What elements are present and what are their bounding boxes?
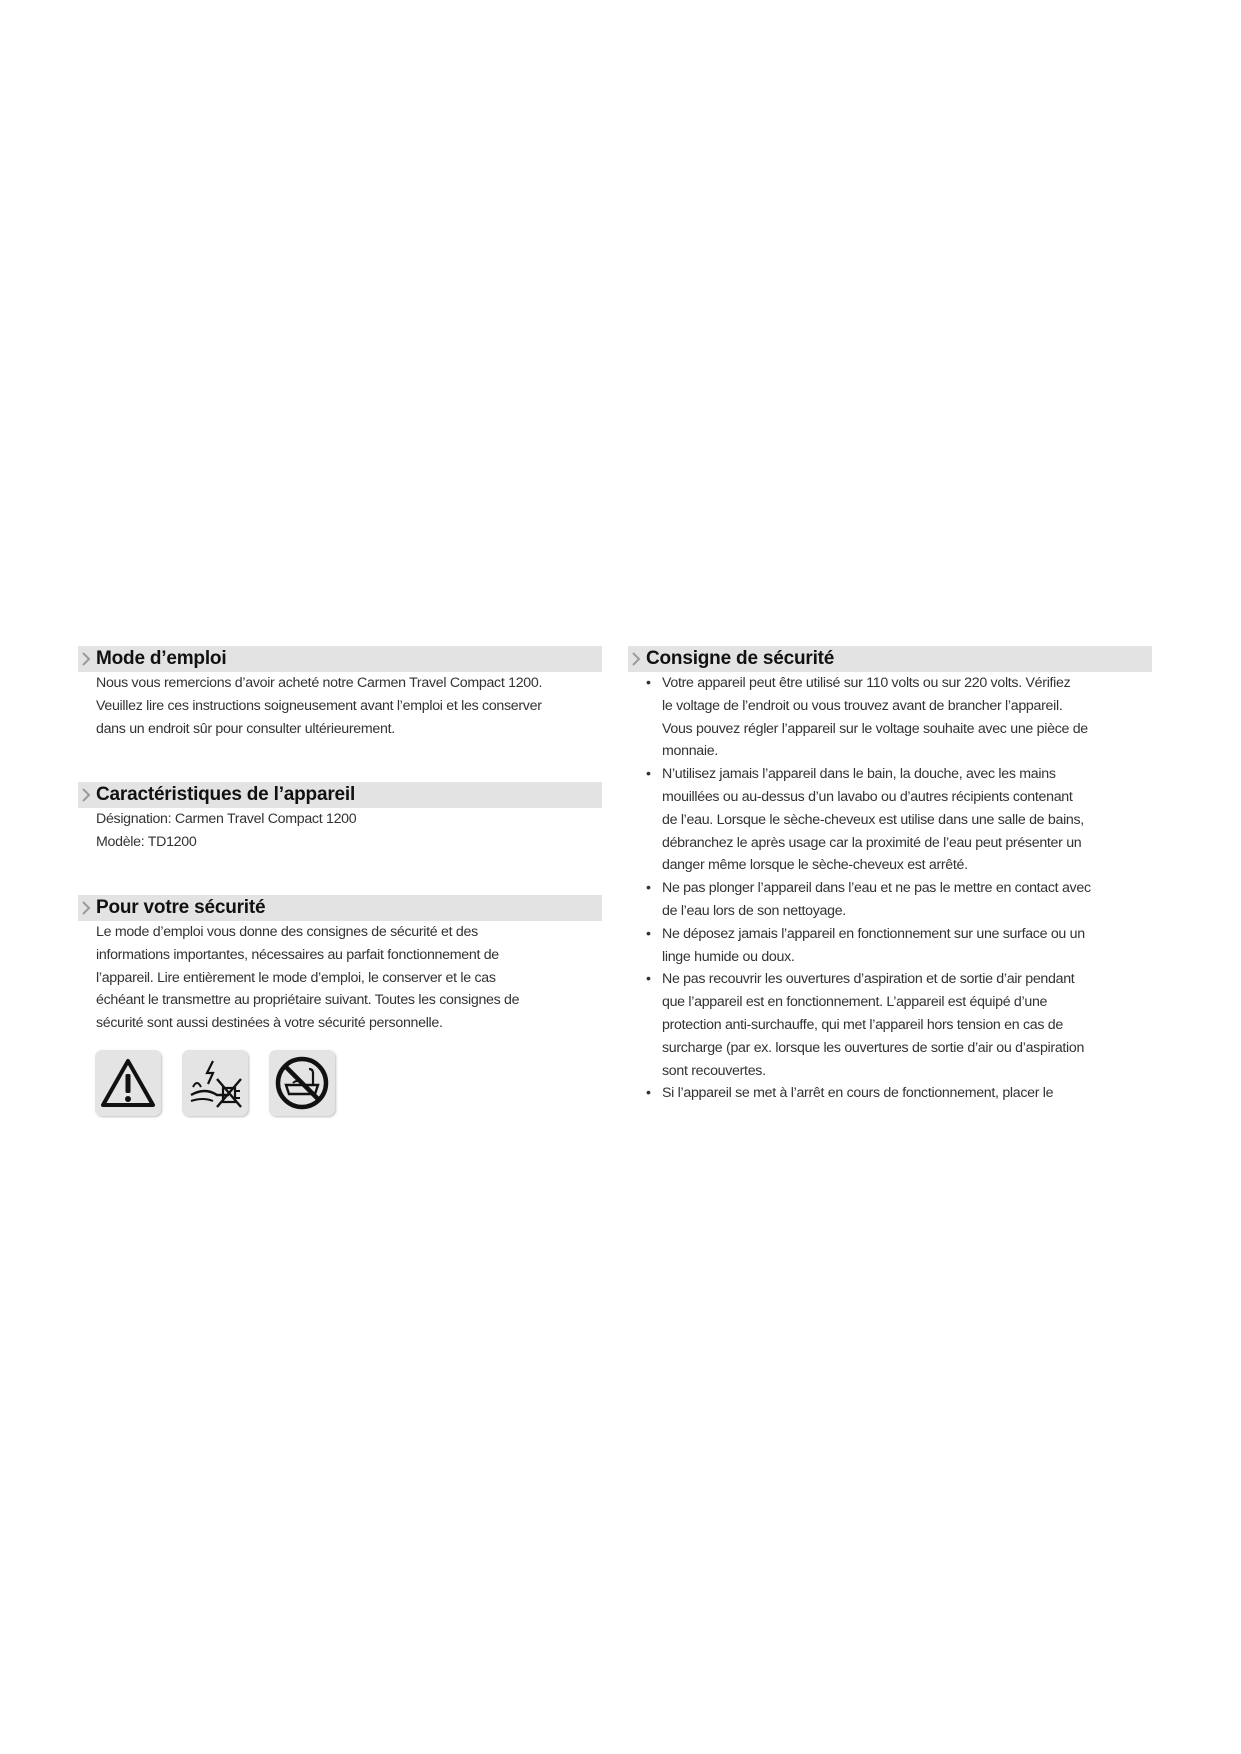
section-title: Caractéristiques de l’appareil [96,784,356,806]
section-title: Consigne de sécurité [646,648,835,669]
chevron-right-icon [78,782,94,808]
list-item: • Ne pas recouvrir les ouvertures d’aspiration et de sortie d’air pendant que l’appareil est en fonctionnement. L’appareil est équipé d’une protection anti-surchauffe, qui met l’appareil hors tension en cas de surcharge (par ex. lorsque les ouvertures de sortie d’air ou d’aspiration sont recouvertes. [646,968,1152,1082]
section-title: Pour votre sécurité [96,896,266,918]
list-item: • Ne pas plonger l’appareil dans l’eau et ne pas le mettre en contact avec de l’eau lors de son nettoyage. [646,877,1152,923]
right-column [628,646,1152,1105]
bullet: • [646,971,651,988]
warning-triangle-icon [95,1050,161,1116]
electric-shock-water-icon [182,1050,248,1116]
bullet: • [646,675,651,691]
safety-icons [95,1050,602,1116]
left-column [78,646,602,1116]
list-item: • Si l’appareil se met à l’arrêt en cours de fonctionnement, placer le [646,1082,1152,1105]
section-header-consigne [628,646,1152,672]
list-item: • N’utilisez jamais l’appareil dans le bain, la douche, avec les mains mouillées ou au-dessus d’un lavabo ou d’autres récipients contenant de l’eau. Lorsque le sèche-cheveux est utilise dans une salle de bains, débranchez le après usage car la proximité de l’eau peut présenter un danger même lorsque le sèche-cheveux est arrêté. [646,763,1152,877]
bullet: • [646,925,651,942]
bullet: • [646,1085,651,1102]
section-header-caracteristiques [78,782,602,808]
chevron-right-icon [78,646,94,672]
safety-bullet-list [646,672,1152,1105]
section-body: Nous vous remercions d’avoir acheté notre Carmen Travel Compact 1200. Veuillez lire ces instructions soigneusement avant l’emploi et les conserver dans un endroit sûr pour consulter ultérieurement. [96,675,543,737]
chevron-right-icon [628,646,644,672]
section-body: Désignation: Carmen Travel Compact 1200 Modèle: TD1200 [96,811,357,851]
no-bathtub-icon [269,1050,335,1116]
list-item: • Ne déposez jamais l’appareil en fonctionnement sur une surface ou un linge humide ou doux. [646,923,1152,969]
section-header-securite [78,895,602,921]
section-header-mode-emploi [78,646,602,672]
section-title: Mode d’emploi [96,648,227,669]
section-body: Le mode d’emploi vous donne des consignes de sécurité et des informations importantes, nécessaires au parfait fonctionnement de l’appareil. Lire entièrement le mode d’emploi, le conserver et le cas échéant le transmettre au propriétaire suivant. Toutes les consignes de sécurité sont aussi destinées à votre sécurité personnelle. [96,923,520,1032]
bullet: • [646,766,651,783]
chevron-right-icon [78,895,94,921]
bullet: • [646,880,651,897]
list-item: • Votre appareil peut être utilisé sur 110 volts ou sur 220 volts. Vérifiez le voltage de l’endroit ou vous trouvez avant de brancher l’appareil. Vous pouvez régler l’appareil sur le voltage souhaite avec une pièce de monnaie. [646,672,1152,763]
